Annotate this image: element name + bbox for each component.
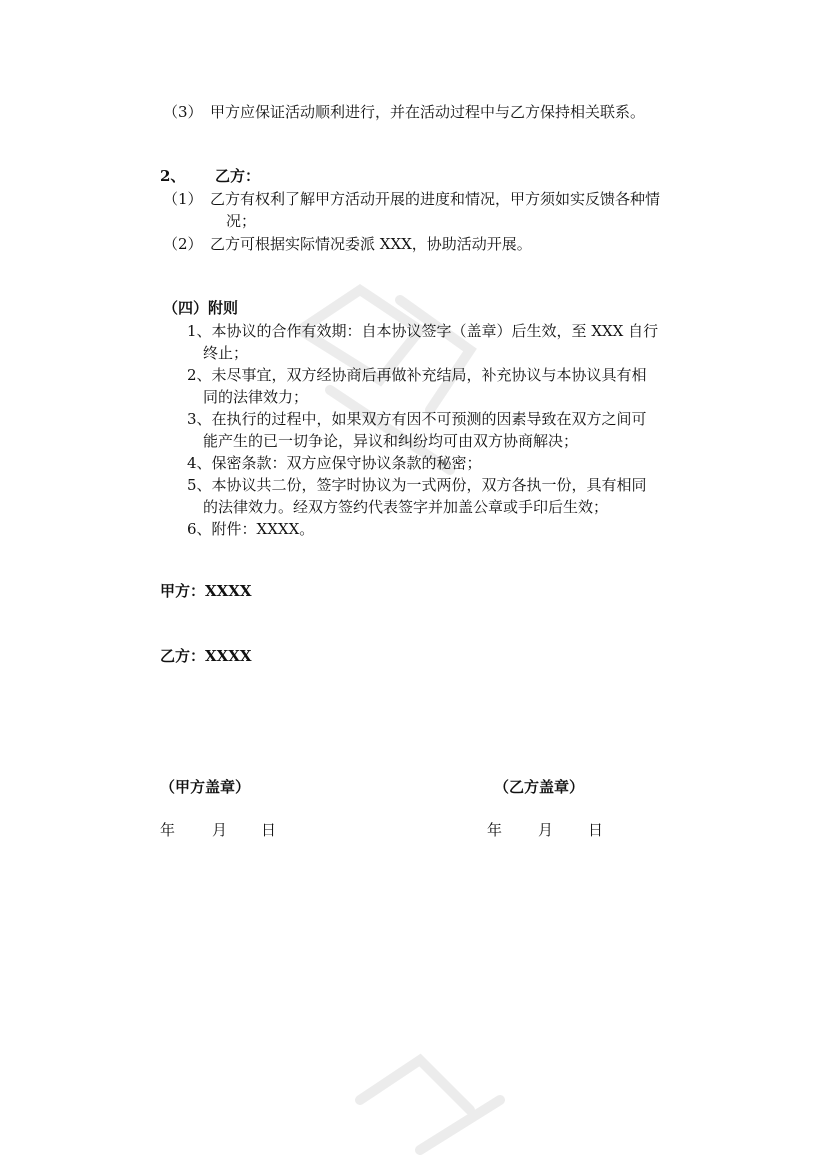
yi-date-year: 年 bbox=[487, 821, 503, 839]
yi-heading-label: 乙方： bbox=[215, 167, 261, 185]
appendix-item1-line2: 终止； bbox=[203, 344, 249, 362]
appendix-item2-line2: 同的法律效力； bbox=[203, 388, 309, 406]
yi-item1-text-line2: 况； bbox=[226, 212, 257, 230]
appendix-item6-line1: 6、附件：XXXX。 bbox=[187, 520, 315, 538]
party-jia: 甲方：XXXX bbox=[160, 582, 252, 600]
yi-date-day: 日 bbox=[588, 821, 604, 839]
jia-date-day: 日 bbox=[261, 821, 277, 839]
appendix-item3-line2: 能产生的已一切争论，异议和纠纷均可由双方协商解决； bbox=[203, 432, 579, 450]
appendix-item1-line1: 1、本协议的合作有效期：自本协议签字（盖章）后生效，至 XXX 自行 bbox=[187, 322, 659, 340]
yi-item2-num: （2） bbox=[163, 235, 203, 253]
appendix-item3-line1: 3、在执行的过程中，如果双方有因不可预测的因素导致在双方之间可 bbox=[187, 410, 647, 428]
jia-date-year: 年 bbox=[160, 821, 176, 839]
yi-item1-text-line1: 乙方有权利了解甲方活动开展的进度和情况，甲方须如实反馈各种情 bbox=[210, 190, 661, 208]
yi-date-month: 月 bbox=[538, 821, 554, 839]
party-yi: 乙方：XXXX bbox=[160, 647, 252, 665]
appendix-heading: （四）附则 bbox=[163, 299, 239, 317]
jia-item3-text: 甲方应保证活动顺利进行，并在活动过程中与乙方保持相关联系。 bbox=[210, 103, 646, 121]
jia-seal-label: （甲方盖章） bbox=[160, 778, 251, 796]
yi-item1-num: （1） bbox=[163, 190, 203, 208]
yi-item2-text: 乙方可根据实际情况委派 XXX，协助活动开展。 bbox=[210, 235, 532, 253]
appendix-item2-line1: 2、未尽事宜，双方经协商后再做补充结局，补充协议与本协议具有相 bbox=[187, 366, 647, 384]
jia-item3-num: （3） bbox=[163, 103, 203, 121]
appendix-item5-line1: 5、本协议共二份，签字时协议为一式两份，双方各执一份，具有相同 bbox=[187, 476, 647, 494]
jia-date-month: 月 bbox=[212, 821, 228, 839]
yi-heading-num: 2、 bbox=[160, 167, 186, 185]
yi-seal-label: （乙方盖章） bbox=[494, 778, 585, 796]
appendix-item5-line2: 的法律效力。经双方签约代表签字并加盖公章或手印后生效； bbox=[203, 498, 609, 516]
appendix-item4-line1: 4、保密条款：双方应保守协议条款的秘密； bbox=[187, 454, 482, 472]
